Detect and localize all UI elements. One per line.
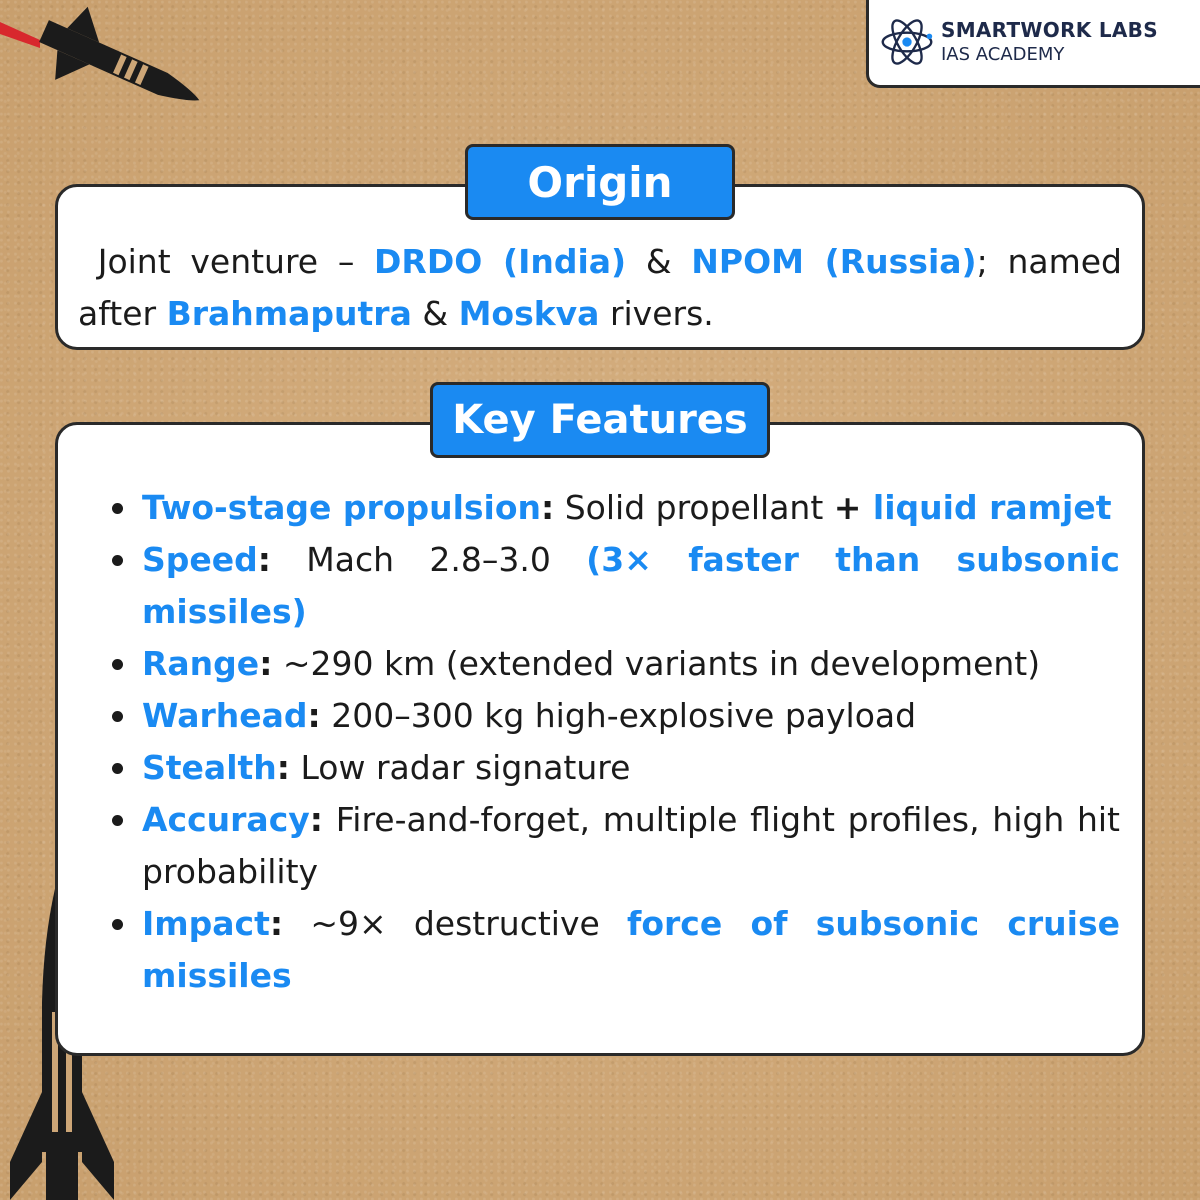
- origin-amp: &: [411, 294, 459, 333]
- feature-item: [100, 534, 1120, 638]
- feature-item: [100, 794, 1120, 898]
- feature-text: Mach 2.8–3.0: [270, 540, 587, 579]
- origin-org-npom: NPOM (Russia): [691, 242, 977, 281]
- feature-item: [100, 690, 1120, 742]
- origin-heading: Origin: [465, 144, 735, 220]
- brand-subtitle: IAS ACADEMY: [941, 44, 1065, 66]
- brand-name: SMARTWORK LABS: [941, 18, 1158, 43]
- feature-item: [100, 638, 1120, 690]
- feature-separator: :: [269, 904, 284, 943]
- feature-label: Range: [142, 644, 260, 683]
- origin-org-drdo: DRDO (India): [374, 242, 627, 281]
- feature-highlight: force of subsonic cruise missiles: [142, 904, 1121, 995]
- origin-intro: Joint venture –: [97, 242, 375, 281]
- feature-separator: :: [259, 644, 273, 683]
- feature-text: Solid propellant: [554, 488, 834, 527]
- origin-end: rivers.: [599, 294, 714, 333]
- feature-separator: :: [257, 540, 271, 579]
- brand-logo: [866, 0, 1200, 88]
- missile-icon: [0, 0, 220, 110]
- feature-label: Speed: [142, 540, 258, 579]
- origin-amp: &: [626, 242, 692, 281]
- origin-text: [78, 236, 1122, 340]
- origin-river-moskva: Moskva: [458, 294, 600, 333]
- feature-label: Impact: [142, 904, 270, 943]
- feature-highlight: (3× faster than subsonic missiles): [142, 540, 1120, 631]
- feature-highlight: liquid ramjet: [861, 488, 1112, 527]
- feature-item: [100, 898, 1120, 1002]
- feature-text: ~290 km (extended variants in development): [272, 644, 1041, 683]
- feature-separator: :: [541, 488, 555, 527]
- feature-item: [100, 742, 1120, 794]
- feature-label: Warhead: [142, 696, 308, 735]
- origin-mid: ; named after: [78, 242, 1122, 333]
- features-heading: Key Features: [430, 382, 770, 458]
- features-list: [100, 482, 1120, 1002]
- feature-plus: +: [833, 488, 862, 527]
- feature-text: Fire-and-forget, multiple flight profiles, high hit probability: [142, 800, 1120, 891]
- feature-text: Low radar signature: [289, 748, 631, 787]
- feature-separator: :: [309, 800, 323, 839]
- feature-separator: :: [276, 748, 290, 787]
- feature-text: 200–300 kg high-explosive payload: [320, 696, 917, 735]
- feature-text: ~9× destructive: [283, 904, 627, 943]
- feature-label: Stealth: [142, 748, 277, 787]
- atom-icon: [879, 14, 935, 70]
- feature-separator: :: [307, 696, 321, 735]
- feature-label: Two-stage propulsion: [142, 488, 542, 527]
- feature-label: Accuracy: [142, 800, 310, 839]
- feature-item: [100, 482, 1120, 534]
- origin-river-brahmaputra: Brahmaputra: [166, 294, 412, 333]
